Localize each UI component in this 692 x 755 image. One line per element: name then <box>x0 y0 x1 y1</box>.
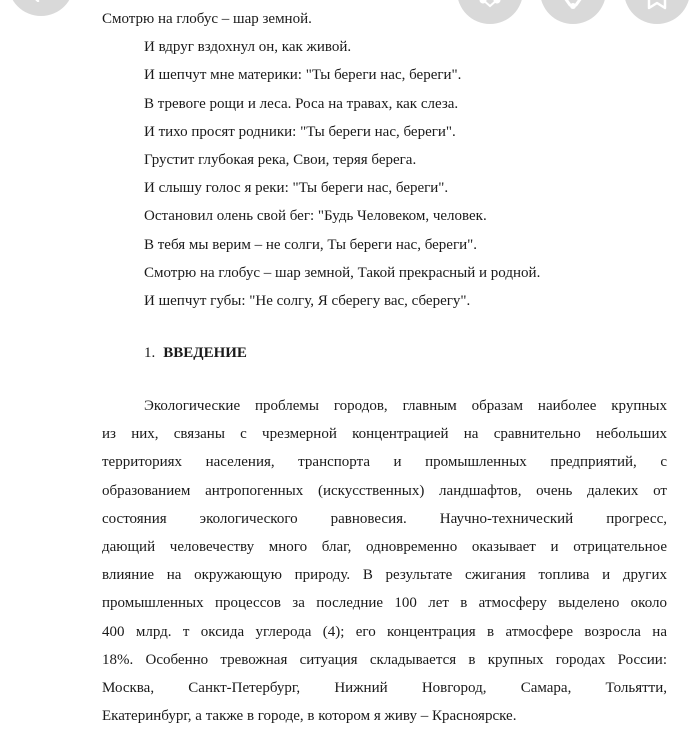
paragraph-line: из них, связаны с чрезмерной концентрацией на сравнительно небольших <box>102 426 667 443</box>
paragraph-line: территориях населения, транспорта и промышленных предприятий, с <box>102 454 667 471</box>
poem-line: В тебя мы верим – не солги, Ты береги нас, береги". <box>144 236 477 253</box>
poem-line: Остановил олень свой бег: "Будь Человеком, человек. <box>144 208 487 225</box>
poem-line: И вдруг вздохнул он, как живой. <box>144 39 352 56</box>
section-number: 1. <box>144 345 156 361</box>
poem-line: И шепчут губы: "Не солгу, Я сберегу вас, сберегу". <box>144 292 471 309</box>
poem-line: Грустит глубокая река, Свои, теряя берега. <box>144 151 417 168</box>
section-title: ВВЕДЕНИЕ <box>163 345 247 361</box>
paragraph-line: Экологические проблемы городов, главным образам наиболее крупных <box>144 398 667 414</box>
poem-line: И шепчут мне материки: "Ты береги нас, береги". <box>144 67 462 84</box>
poem <box>0 5 692 315</box>
intro-paragraph <box>102 392 667 730</box>
paragraph-line: дающий человечеству много благ, одновременно оказывает и отрицательное <box>102 538 667 555</box>
poem-line: И слышу голос я реки: "Ты береги нас, береги". <box>144 180 449 197</box>
paragraph-line: промышленных процессов за последние 100 лет в атмосферу выделено около <box>102 595 667 612</box>
paragraph-line: Москва, Санкт-Петербург, Нижний Новгород, Самара, Тольятти, <box>102 679 667 696</box>
poem-line: И тихо просят родники: "Ты береги нас, береги". <box>144 123 456 140</box>
poem-line: Смотрю на глобус – шар земной. <box>102 11 312 27</box>
paragraph-line: 400 млрд. т оксида углерода (4); его концентрация в атмосфере возросла на <box>102 623 667 640</box>
poem-line: Смотрю на глобус – шар земной, Такой прекрасный и родной. <box>144 264 541 281</box>
paragraph-line: 18%. Особенно тревожная ситуация складывается в крупных городах России: <box>102 651 667 668</box>
paragraph-line: Екатеринбург, а также в городе, в котором я живу – Красноярске. <box>102 708 517 725</box>
paragraph-line: образованием антропогенных (искусственных) ландшафтов, очень далеких от <box>102 482 667 499</box>
section-heading <box>144 341 247 365</box>
paragraph-line: состояния экологического равновесия. Научно-технический прогресс, <box>102 510 667 527</box>
poem-line: В тревоге рощи и леса. Роса на травах, как слеза. <box>144 95 459 112</box>
arrow-left-icon <box>30 0 52 2</box>
paragraph-line: влияние на окружающую природу. В результате сжигания топлива и других <box>102 567 667 584</box>
